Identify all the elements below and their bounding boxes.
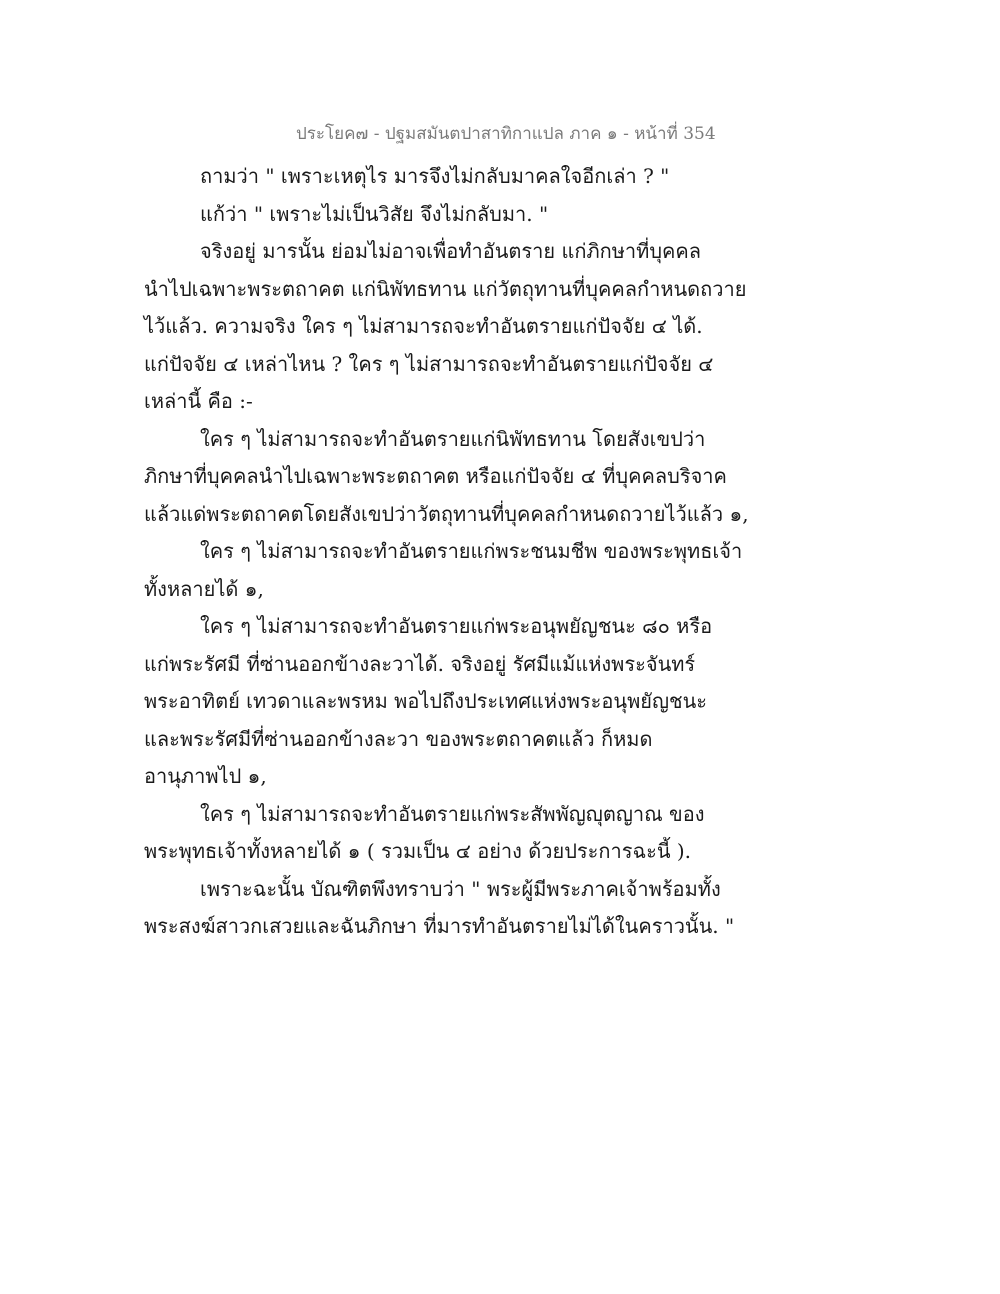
text-line: แล้วแด่พระตถาคตโดยสังเขปว่าวัตถุทานที่บุคคลกำหนดถวายไว้แล้ว ๑, bbox=[144, 501, 749, 526]
text-line: ทั้งหลายได้ ๑, bbox=[144, 576, 264, 601]
text-line: พระอาทิตย์ เทวดาและพรหม พอไปถึงประเทศแห่งพระอนุพยัญชนะ bbox=[144, 689, 708, 713]
text-line: แก้ว่า " เพราะไม่เป็นวิสัย จึงไม่กลับมา. " bbox=[200, 201, 549, 226]
body-text bbox=[144, 158, 749, 946]
text-line: ถามว่า " เพราะเหตุไร มารจึงไม่กลับมาคลใจอีกเล่า ? " bbox=[200, 164, 670, 188]
text-line: ใคร ๆ ไม่สามารถจะทำอันตรายแก่พระชนมชีพ ของพระพุทธเจ้า bbox=[200, 539, 743, 563]
text-line: พระพุทธเจ้าทั้งหลายได้ ๑ ( รวมเป็น ๔ อย่าง ด้วยประการฉะนี้ ). bbox=[144, 839, 692, 863]
text-line: พระสงฆ์สาวกเสวยและฉันภิกษา ที่มารทำอันตรายไม่ได้ในคราวนั้น. " bbox=[144, 914, 735, 938]
text-line: อานุภาพไป ๑, bbox=[144, 764, 267, 788]
text-line: เพราะฉะนั้น บัณฑิตพึงทราบว่า " พระผู้มีพระภาคเจ้าพร้อมทั้ง bbox=[200, 876, 721, 901]
text-line: ใคร ๆ ไม่สามารถจะทำอันตรายแก่พระอนุพยัญชนะ ๘๐ หรือ bbox=[200, 614, 713, 638]
text-line: และพระรัศมีที่ซ่านออกข้างละวา ของพระตถาคตแล้ว ก็หมด bbox=[144, 726, 653, 751]
text-line: ไว้แล้ว. ความจริง ใคร ๆ ไม่สามารถจะทำอันตรายแก่ปัจจัย ๔ ได้. bbox=[144, 314, 703, 338]
text-line: แก่พระรัศมี ที่ซ่านออกข้างละวาได้. จริงอยู่ รัศมีแม้แห่งพระจันทร์ bbox=[144, 651, 696, 676]
running-header: ประโยค๗ - ปฐมสมันตปาสาทิกาแปล ภาค ๑ - หน้าที่ 354 bbox=[296, 124, 716, 144]
text-line: แก่ปัจจัย ๔ เหล่าไหน ? ใคร ๆ ไม่สามารถจะทำอันตรายแก่ปัจจัย ๔ bbox=[144, 351, 714, 376]
text-line: นำไปเฉพาะพระตถาคต แก่นิพัทธทาน แก่วัตถุทานที่บุคคลกำหนดถวาย bbox=[144, 276, 747, 301]
text-line: ใคร ๆ ไม่สามารถจะทำอันตรายแก่พระสัพพัญญุตญาณ ของ bbox=[200, 801, 705, 826]
text-line: ใคร ๆ ไม่สามารถจะทำอันตรายแก่นิพัทธทาน โดยสังเขปว่า bbox=[200, 426, 706, 451]
text-line: ภิกษาที่บุคคลนำไปเฉพาะพระตถาคต หรือแก่ปัจจัย ๔ ที่บุคคลบริจาค bbox=[144, 464, 727, 488]
text-line: จริงอยู่ มารนั้น ย่อมไม่อาจเพื่อทำอันตราย แก่ภิกษาที่บุคคล bbox=[200, 239, 702, 263]
text-line: เหล่านี้ คือ :- bbox=[144, 389, 253, 413]
